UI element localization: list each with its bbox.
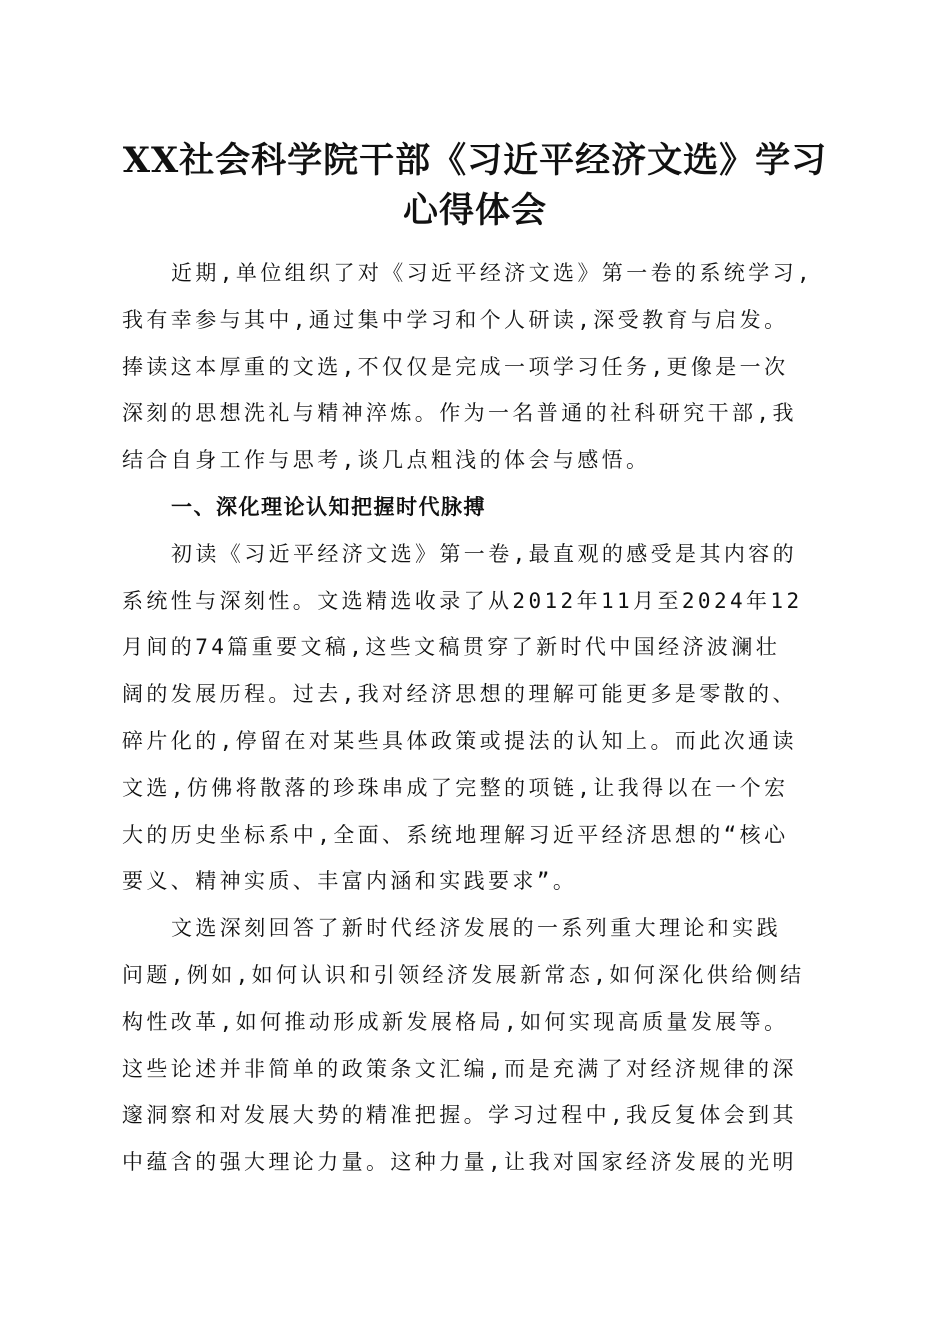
- paragraph-line: 月间的74篇重要文稿,这些文稿贯穿了新时代中国经济波澜壮: [122, 635, 781, 660]
- paragraph-line: 阔的发展历程。过去,我对经济思想的理解可能更多是零散的、: [122, 682, 797, 707]
- paragraph-line: 要义、精神实质、丰富内涵和实践要求”。: [122, 869, 578, 894]
- paragraph-line: 结合自身工作与思考,谈几点粗浅的体会与感悟。: [122, 448, 651, 473]
- document-body: [122, 250, 828, 1186]
- paragraph-line: 系统性与深刻性。文选精选收录了从2012年11月至2024年12: [122, 588, 803, 613]
- paragraph-line: 我有幸参与其中,通过集中学习和个人研读,深受教育与启发。: [122, 307, 789, 332]
- paragraph-line: 深刻的思想洗礼与精神淬炼。作为一名普通的社科研究干部,我: [122, 401, 797, 426]
- paragraph-line: 碎片化的,停留在对某些具体政策或提法的认知上。而此次通读: [122, 728, 797, 753]
- title-line-1: XX社会科学院干部《习近平经济文选》学习: [122, 140, 828, 181]
- paragraph-line: 问题,例如,如何认识和引领经济发展新常态,如何深化供给侧结: [122, 962, 805, 987]
- paragraph-line: 邃洞察和对发展大势的精准把握。学习过程中,我反复体会到其: [122, 1103, 797, 1128]
- paragraph-line: 初读《习近平经济文选》第一卷,最直观的感受是其内容的: [171, 541, 798, 566]
- paragraph-line: 捧读这本厚重的文选,不仅仅是完成一项学习任务,更像是一次: [122, 354, 789, 379]
- section-heading: 一、深化理论认知把握时代脉搏: [171, 494, 486, 519]
- document-title: [60, 136, 890, 236]
- paragraph-line: 文选深刻回答了新时代经济发展的一系列重大理论和实践: [171, 916, 781, 941]
- paragraph-line: 大的历史坐标系中,全面、系统地理解习近平经济思想的“核心: [122, 822, 789, 847]
- paragraph-line: 中蕴含的强大理论力量。这种力量,让我对国家经济发展的光明: [122, 1150, 797, 1175]
- paragraph-line: 近期,单位组织了对《习近平经济文选》第一卷的系统学习,: [171, 261, 814, 285]
- paragraph-line: 构性改革,如何推动形成新发展格局,如何实现高质量发展等。: [122, 1009, 789, 1034]
- paragraph-line: 这些论述并非简单的政策条文汇编,而是充满了对经济规律的深: [122, 1056, 797, 1081]
- title-line-2: 心得体会: [402, 190, 547, 231]
- paragraph-line: 文选,仿佛将散落的珍珠串成了完整的项链,让我得以在一个宏: [122, 775, 789, 800]
